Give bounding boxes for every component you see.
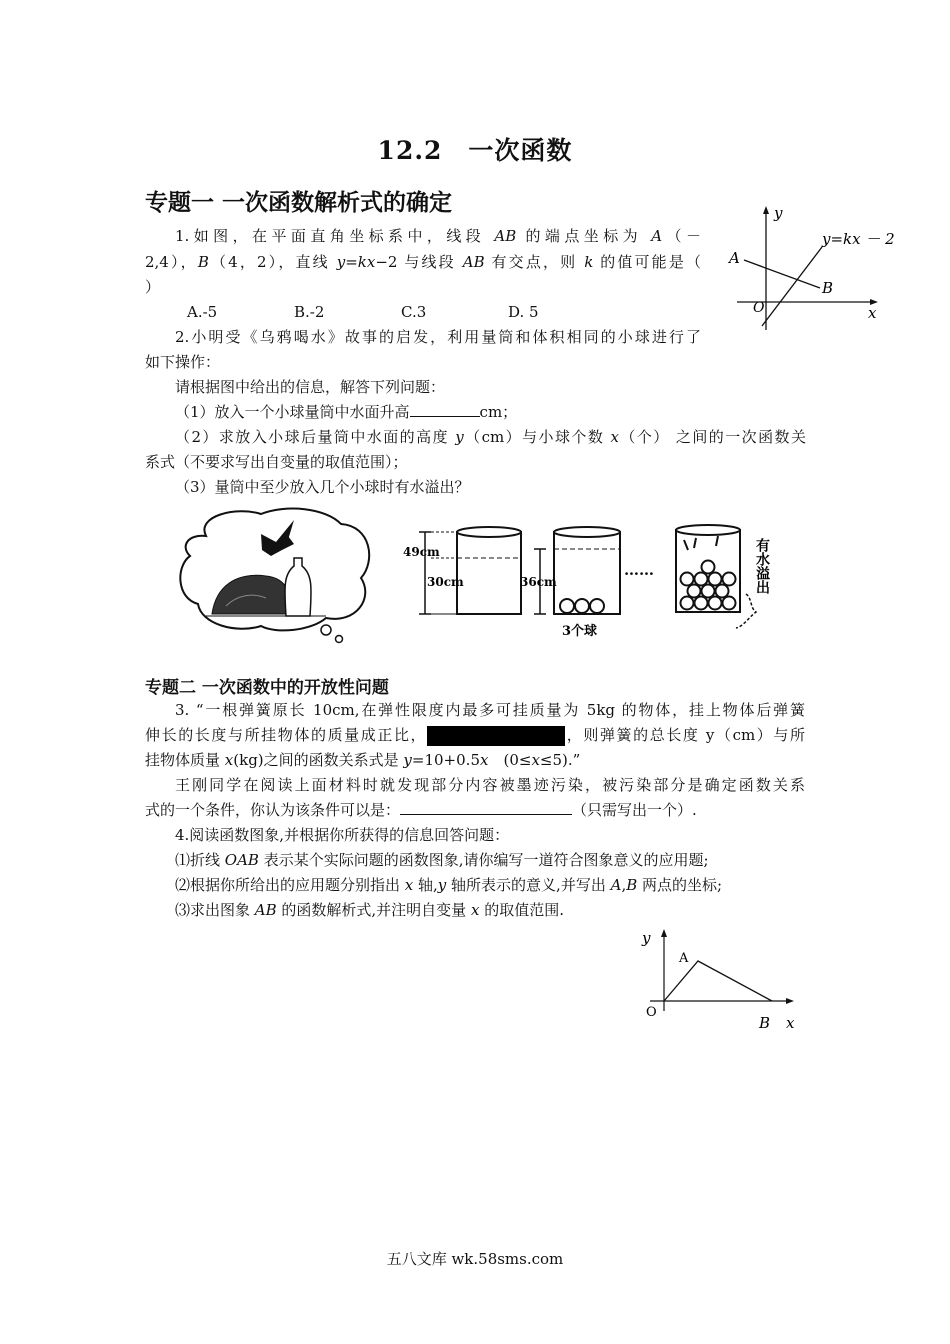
- y-axis-label: y: [642, 929, 651, 947]
- ball: [695, 573, 708, 586]
- q4-function-graph: [630, 925, 810, 1035]
- ball: [723, 597, 736, 610]
- ball: [695, 597, 708, 610]
- cylinder-3: [670, 516, 790, 638]
- point-b-label: B: [822, 279, 834, 297]
- label-49cm: 49cm: [403, 545, 440, 559]
- polyline-oab: [664, 961, 772, 1001]
- overflow-label: 有水溢出: [754, 538, 770, 594]
- ball: [702, 561, 715, 574]
- ball: [709, 597, 722, 610]
- ball: [575, 599, 589, 613]
- q3-line3: 挂物体质量 x(kg)之间的函数关系式是 y=10+0.5x (0≤x≤5).”: [145, 751, 581, 769]
- q3-line5: 式的一个条件，你认为该条件可以是： （只需写出一个）.: [145, 801, 697, 819]
- q1-coordinate-graph: [722, 200, 912, 340]
- q1-options: [187, 302, 615, 322]
- q4-item2: ⑵根据你所给出的应用题分别指出 x 轴,y 轴所表示的意义,并写出 A,B 两点的坐标;: [175, 876, 723, 894]
- crow-story-illustration: [176, 506, 376, 648]
- origin-label: O: [646, 1005, 657, 1020]
- q4-item3: ⑶求出图象 AB 的函数解析式,并注明自变量 x 的取值范围.: [175, 901, 564, 919]
- q1-line2: 2,4），B（4，2），直线 y=kx−2 与线段 AB 有交点，则 k 的值可能是（: [145, 253, 701, 271]
- bubble-dot: [336, 636, 343, 643]
- page-title: 12.2 一次函数: [377, 136, 573, 165]
- ball: [702, 585, 715, 598]
- q2-sub2b: 系式（不要求写出自变量的取值范围）；: [145, 453, 408, 471]
- y-axis-label: y: [774, 204, 783, 222]
- section-heading-1: 专题一 一次函数解析式的确定: [145, 190, 453, 216]
- label-30cm: 30cm: [427, 575, 464, 589]
- ink-redaction: [427, 726, 565, 746]
- option-d: D. 5: [508, 303, 539, 321]
- q4-intro: 4.阅读函数图象,并根据你所获得的信息回答问题：: [175, 826, 510, 844]
- q3-line4: 王刚同学在阅读上面材料时就发现部分内容被墨迹污染，被污染部分是确定函数关系: [175, 776, 805, 794]
- q2-line2: 如下操作：: [145, 353, 221, 371]
- q1-line3: ）: [145, 278, 161, 296]
- ellipsis: ……: [624, 561, 654, 579]
- cylinder-body: [457, 532, 521, 614]
- footer-watermark: 五八文库 wk.58sms.com: [386, 1250, 564, 1268]
- section-heading-2: 专题二 一次函数中的开放性问题: [145, 678, 389, 698]
- ball: [716, 585, 729, 598]
- ball: [681, 597, 694, 610]
- line-label: y=kx － 2: [822, 230, 895, 248]
- y-axis-arrow: [763, 206, 769, 214]
- q1-line1: 1.如图，在平面直角坐标系中，线段 AB 的端点坐标为 A（－: [175, 227, 701, 245]
- point-b-label: B: [759, 1014, 771, 1032]
- origin-label: O: [753, 300, 765, 316]
- cylinder-1: [403, 522, 523, 622]
- q3-line2: 伸长的长度与所挂物体的质量成正比， ，则弹簧的总长度 y（cm）与所: [145, 726, 805, 744]
- ball: [590, 599, 604, 613]
- y-axis-arrow: [661, 929, 667, 937]
- answer-blank-1: [410, 402, 480, 417]
- q4-item1: ⑴折线 OAB 表示某个实际问题的函数图象,请你编写一道符合图象意义的应用题;: [175, 851, 709, 869]
- ball: [681, 573, 694, 586]
- label-3-balls: 3个球: [562, 624, 598, 639]
- q2-sub3: （3）量筒中至少放入几个小球时有水溢出？: [175, 478, 470, 496]
- point-a-label: A: [729, 249, 740, 267]
- line-y-kx-2: [762, 247, 822, 326]
- ball: [560, 599, 574, 613]
- option-a: A.-5: [187, 303, 218, 321]
- ball: [723, 573, 736, 586]
- answer-blank-2: [400, 800, 572, 815]
- q3-line1: 3. “一根弹簧原长 10cm,在弹性限度内最多可挂质量为 5kg 的物体，挂上物体后弹簧: [175, 701, 805, 719]
- q2-line3: 请根据图中给出的信息，解答下列问题：: [175, 378, 446, 396]
- ball: [709, 573, 722, 586]
- point-a-label: A: [679, 951, 689, 966]
- label-36cm: 36cm: [520, 575, 557, 589]
- x-axis-label: x: [786, 1014, 795, 1032]
- ball: [688, 585, 701, 598]
- q2-line1: 2.小明受《乌鸦喝水》故事的启发，利用量筒和体积相同的小球进行了: [175, 328, 701, 346]
- option-b: B.-2: [294, 303, 325, 321]
- q2-sub2a: （2）求放入小球后量筒中水面的高度 y（cm）与小球个数 x（个） 之间的一次函数关: [175, 428, 806, 446]
- x-axis-label: x: [868, 304, 877, 322]
- cylinder-2: [520, 522, 630, 640]
- bubble-dot: [321, 625, 331, 635]
- option-c: C.3: [401, 303, 427, 321]
- q2-sub1: （1）放入一个小球量筒中水面升高 cm；: [175, 403, 518, 421]
- x-axis-arrow: [786, 998, 794, 1004]
